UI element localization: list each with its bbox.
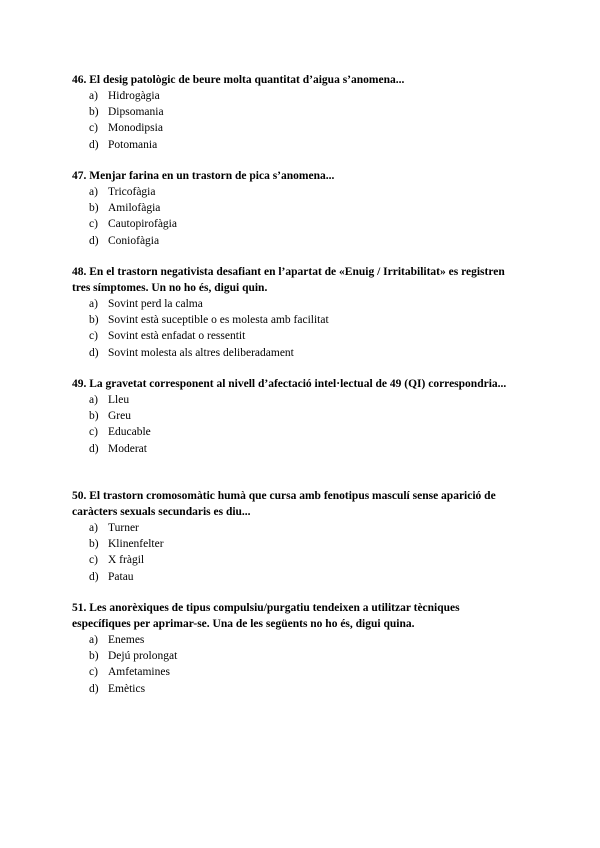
option-text: Amfetamines [108,666,170,679]
option-text: Enemes [108,634,145,646]
option-a [72,184,512,200]
option-text: Potomania [108,138,158,151]
option-letter: a) [89,522,98,534]
options-list [72,296,512,361]
option-text: X fràgil [108,554,145,567]
option-text: Monodipsia [108,122,163,135]
option-letter: d) [89,346,99,359]
option-text: Sovint molesta als altres deliberadament [108,346,294,359]
option-text: Hidrogàgia [108,90,160,102]
option-b [72,408,512,424]
option-b [72,200,512,216]
option-d [72,441,512,457]
option-text: Dejú prolongat [108,650,178,663]
option-d [72,345,512,361]
option-text: Coniofàgia [108,234,160,247]
option-text: Klinenfelter [108,538,164,551]
option-text: Sovint perd la calma [108,298,203,310]
option-text: Greu [108,410,131,423]
question-51 [72,600,512,697]
option-d [72,569,512,585]
option-b [72,312,512,328]
option-c [72,120,512,136]
option-letter: c) [89,218,98,231]
option-text: Dipsomania [108,106,164,119]
option-letter: c) [89,330,98,343]
option-letter: d) [89,234,99,247]
option-letter: d) [89,138,99,151]
option-c [72,424,512,440]
option-letter: b) [89,650,99,663]
question-49 [72,376,512,457]
option-c [72,552,512,568]
option-d [72,137,512,153]
option-text: Lleu [108,394,130,406]
option-c [72,216,512,232]
option-a [72,632,512,648]
option-text: Amilofàgia [108,202,161,215]
options-list [72,520,512,585]
question-46 [72,72,512,153]
option-b [72,104,512,120]
options-list [72,632,512,697]
question-47 [72,168,512,249]
option-text: Tricofàgia [108,186,156,198]
option-text: Educable [108,426,151,439]
option-b [72,648,512,664]
question-50 [72,488,512,585]
option-text: Turner [108,522,139,534]
option-letter: b) [89,410,99,423]
option-a [72,392,512,408]
option-text: Patau [108,570,134,583]
option-text: Sovint està enfadat o ressentit [108,330,246,343]
question-title: 48. En el trastorn negativista desafiant en l’apartat de «Enuig / Irritabilitat» es registren tres símptomes. Un no ho és, digui quin. [72,266,505,294]
option-text: Cautopirofàgia [108,218,177,231]
question-title: 46. El desig patològic de beure molta quantitat d’aigua s’anomena... [72,74,405,86]
option-letter: c) [89,426,98,439]
options-list [72,88,512,153]
option-letter: b) [89,202,99,215]
option-letter: a) [89,394,98,406]
option-c [72,328,512,344]
option-letter: d) [89,442,99,455]
option-letter: d) [89,570,99,583]
option-b [72,536,512,552]
option-text: Sovint està suceptible o es molesta amb facilitat [108,314,329,327]
option-d [72,681,512,697]
option-text: Moderat [108,442,147,455]
option-letter: c) [89,554,98,567]
option-d [72,233,512,249]
options-list [72,392,512,457]
option-letter: a) [89,90,98,102]
option-text: Emètics [108,682,146,695]
option-letter: a) [89,186,98,198]
option-letter: a) [89,634,98,646]
question-title: 51. Les anorèxiques de tipus compulsiu/purgatiu tendeixen a utilitzar tècniques específiques per aprimar-se. Una de les següents no ho és, digui quina. [72,602,460,630]
option-letter: d) [89,682,99,695]
question-title: 47. Menjar farina en un trastorn de pica s’anomena... [72,170,335,182]
option-letter: c) [89,666,98,679]
option-letter: c) [89,122,98,135]
question-title: 49. La gravetat corresponent al nivell d’afectació intel·lectual de 49 (QI) correspondria... [72,378,507,390]
option-c [72,664,512,680]
option-a [72,296,512,312]
question-title: 50. El trastorn cromosomàtic humà que cursa amb fenotipus masculí sense aparició de caràcters sexuals secundaris es diu... [72,490,496,518]
options-list [72,184,512,249]
option-a [72,520,512,536]
question-48 [72,264,512,361]
option-a [72,88,512,104]
option-letter: b) [89,538,99,551]
option-letter: b) [89,314,99,327]
option-letter: a) [89,298,98,310]
option-letter: b) [89,106,99,119]
